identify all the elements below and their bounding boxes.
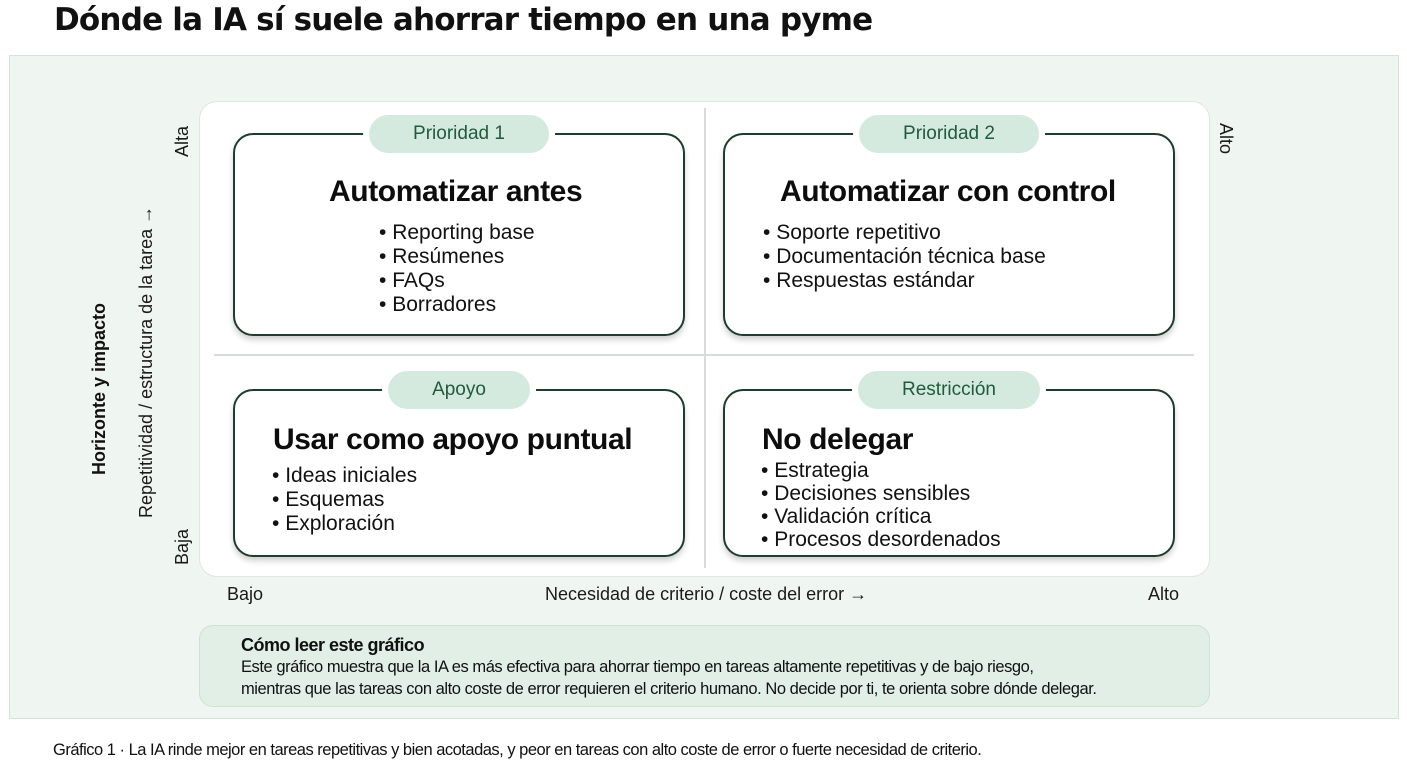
quadrant-tag: Prioridad 2 [859, 115, 1039, 153]
vertical-divider [704, 108, 706, 568]
figure-caption: Gráfico 1 · La IA rinde mejor en tareas repetitivas y bien acotadas, y peor en tareas con alto coste de error o fuerte necesidad de criterio. [53, 741, 982, 759]
quadrant-items [763, 221, 1046, 293]
how-to-read-line-1: Este gráfico muestra que la IA es más efectiva para ahorrar tiempo en tareas altamente repetitivas y de bajo riesgo, [241, 658, 1034, 676]
quadrant-items [761, 459, 1001, 551]
horizontal-divider [214, 354, 1194, 356]
list-item: • Estrategia [761, 459, 1001, 482]
x-tick-high: Alto [1148, 584, 1180, 604]
list-item: • Reporting base [379, 221, 535, 245]
quadrant-tag: Restricción [858, 371, 1040, 409]
y-tick-low: Baja [172, 528, 192, 565]
list-item: • Esquemas [272, 488, 417, 512]
x-tick-low: Bajo [227, 584, 264, 604]
how-to-read-line-2: mientras que las tareas con alto coste de error requieren el criterio humano. No decide por ti, te orienta sobre dónde delegar. [241, 680, 1097, 698]
list-item: • Procesos desordenados [761, 528, 1001, 551]
list-item: • Resúmenes [379, 245, 535, 269]
list-item: • Respuestas estándar [763, 269, 1046, 293]
y-tick-high: Alta [172, 125, 192, 157]
x-axis-title: Necesidad de criterio / coste del error → [545, 584, 868, 604]
quadrant-apoyo-puntual [233, 379, 685, 557]
list-item: • Documentación técnica base [763, 245, 1046, 269]
y-axis-subtitle: Repetitividad / estructura de la tarea → [136, 205, 156, 518]
quadrant-tag: Prioridad 1 [369, 115, 549, 153]
quadrant-tag: Apoyo [388, 371, 530, 409]
list-item: • Ideas iniciales [272, 464, 417, 488]
quadrant-title: Automatizar antes [329, 175, 583, 208]
how-to-read-title: Cómo leer este gráfico [241, 635, 425, 655]
page-title: Dónde la IA sí suele ahorrar tiempo en una pyme [54, 2, 873, 38]
how-to-read-box [199, 625, 1210, 707]
list-item: • Decisiones sensibles [761, 482, 1001, 505]
list-item: • FAQs [379, 269, 535, 293]
list-item: • Borradores [379, 293, 535, 317]
quadrant-automatizar-con-control [723, 123, 1175, 336]
list-item: • Soporte repetitivo [763, 221, 1046, 245]
quadrant-items [272, 464, 417, 536]
list-item: • Exploración [272, 512, 417, 536]
quadrant-automatizar-antes [233, 123, 685, 336]
quadrant-title: Automatizar con control [780, 175, 1116, 208]
right-side-label: Alto [1216, 123, 1236, 155]
quadrant-no-delegar [723, 379, 1175, 557]
quadrant-title: No delegar [762, 423, 914, 456]
y-axis-title: Horizonte y impacto [89, 302, 109, 475]
quadrant-title: Usar como apoyo puntual [273, 423, 633, 456]
list-item: • Validación crítica [761, 505, 1001, 528]
quadrant-items [379, 221, 535, 317]
